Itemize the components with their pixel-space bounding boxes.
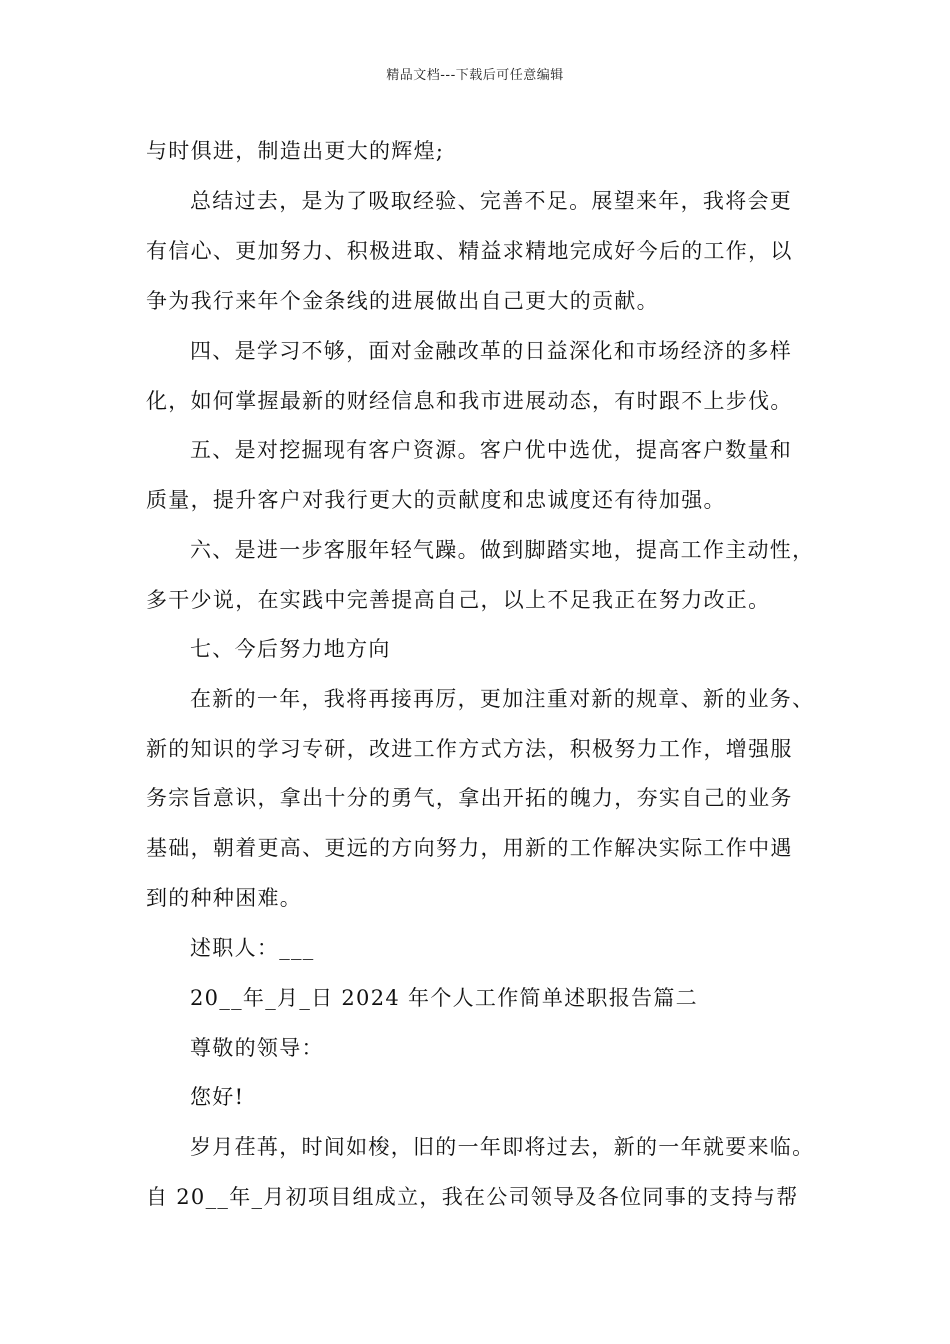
text-line: 七、今后努力地方向 bbox=[190, 637, 391, 661]
text-line: 岁月荏苒，时间如梭，旧的一年即将过去，新的一年就要来临。 bbox=[190, 1135, 815, 1159]
text-line: 尊敬的领导： bbox=[190, 1036, 324, 1060]
text-line: 争为我行来年个金条线的进展做出自己更大的贡献。 bbox=[146, 289, 659, 313]
text-line: 到的种种困难。 bbox=[146, 886, 303, 910]
text-line: 六、是进一步客服年轻气躁。做到脚踏实地，提高工作主动性， bbox=[190, 538, 815, 562]
text-line: 您好! bbox=[190, 1085, 245, 1109]
text-line: 四、是学习不够，面对金融改革的日益深化和市场经济的多样 bbox=[190, 339, 793, 363]
text-line: 新的知识的学习专研，改进工作方式方法，积极努力工作，增强服 bbox=[146, 737, 793, 761]
text-line: 在新的一年，我将再接再厉，更加注重对新的规章、新的业务、 bbox=[190, 687, 815, 711]
text-line: 总结过去，是为了吸取经验、完善不足。展望来年，我将会更 bbox=[190, 189, 793, 213]
text-line: 述职人：___ bbox=[190, 936, 315, 960]
text-line: 化，如何掌握最新的财经信息和我市进展动态，有时跟不上步伐。 bbox=[146, 389, 793, 413]
text-line: 20__年_月_日 2024 年个人工作简单述职报告篇二 bbox=[190, 986, 698, 1010]
page-header: 精品文档---下载后可任意编辑 bbox=[386, 68, 564, 83]
text-line: 与时俱进，制造出更大的辉煌; bbox=[146, 139, 445, 163]
text-line: 五、是对挖掘现有客户资源。客户优中选优，提高客户数量和 bbox=[190, 438, 793, 462]
text-line: 自 20__年_月初项目组成立，我在公司领导及各位同事的支持与帮 bbox=[146, 1185, 799, 1209]
text-line: 质量，提升客户对我行更大的贡献度和忠诚度还有待加强。 bbox=[146, 488, 726, 512]
text-line: 有信心、更加努力、积极进取、精益求精地完成好今后的工作，以 bbox=[146, 239, 793, 263]
text-line: 基础，朝着更高、更远的方向努力，用新的工作解决实际工作中遇 bbox=[146, 836, 793, 860]
text-line: 务宗旨意识，拿出十分的勇气，拿出开拓的魄力，夯实自己的业务 bbox=[146, 786, 793, 810]
text-line: 多干少说，在实践中完善提高自己，以上不足我正在努力改正。 bbox=[146, 588, 771, 612]
